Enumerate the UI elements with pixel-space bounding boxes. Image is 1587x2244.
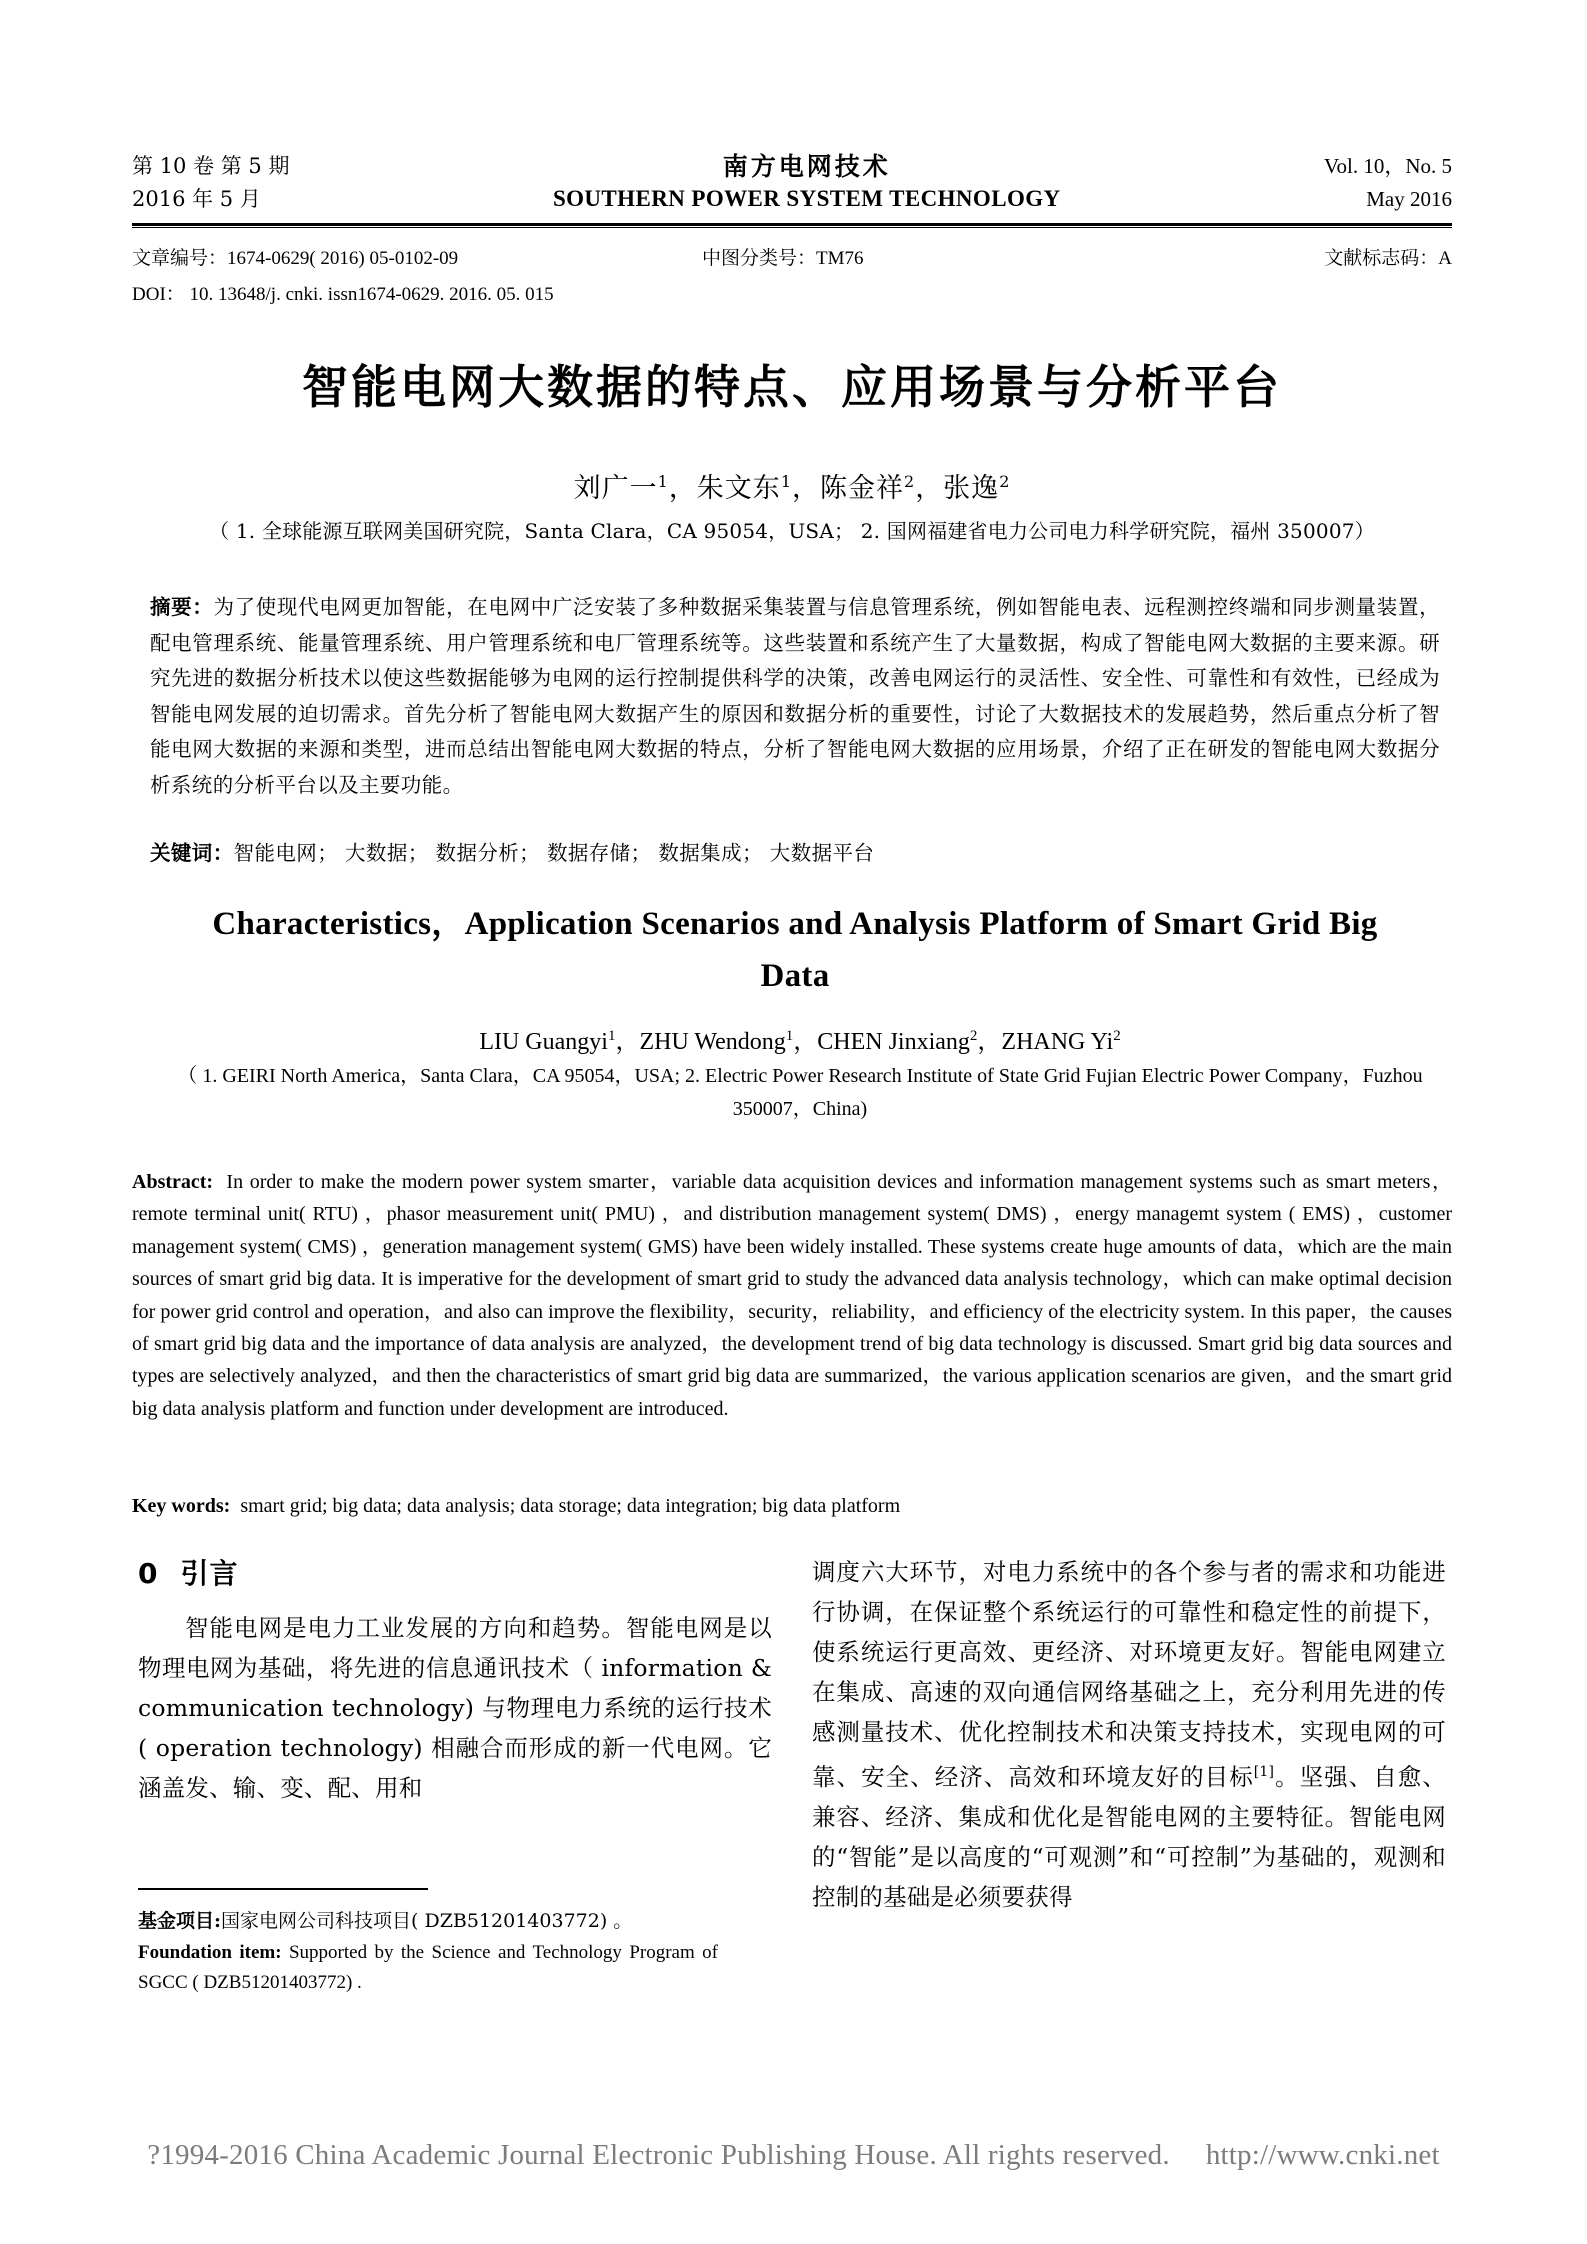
foundation-item-cn-label: 基金项目: bbox=[138, 1910, 222, 1932]
affiliation-en: （ 1. GEIRI North America，Santa Clara，CA 95054，USA; 2. Electric Power Research Institute of State Grid Fujian Electric Power Company，Fuzhou 350007，China) bbox=[177, 1065, 1423, 1120]
article-number-label: 文章编号： bbox=[132, 247, 228, 269]
cnki-copyright: ?1994-2016 China Academic Journal Electronic Publishing House. All rights reserved. bbox=[147, 2139, 1170, 2171]
abstract-en-text: In order to make the modern power system smarter，variable data acquisition devices and information management systems such as smart meters，remote terminal unit( RTU) ，phasor measurement unit( PMU) ，and distribution management system( DMS) ，energy managemt system ( EMS) ，customer management system( CMS) ，generation management system( GMS) have been widely installed. These systems create huge amounts of data，which are the main sources of smart grid big data. It is imperative for the development of smart grid to study the advanced data analysis technology，which can make optimal decision for power grid control and operation，and also can improve the flexibility，security，reliability，and efficiency of the electricity system. In this paper，the causes of smart grid big data and the importance of data analysis are analyzed，the development trend of big data technology is discussed. Smart grid big data sources and types are selectively analyzed，and then the characteristics of smart grid big data are summarized，the various application scenarios are given，and the smart grid big data analysis platform and function under development are introduced. bbox=[132, 1171, 1453, 1420]
authors-en: LIU Guangyi$^1$，ZHU Wendong$^1$，CHEN Jinxiang$^2$，ZHANG Yi$^2$ bbox=[479, 1028, 1121, 1055]
foundation-item-en-text: Supported by the Science and Technology Program of SGCC ( DZB51201403772) . bbox=[138, 1942, 718, 1993]
page-title-cn: 智能电网大数据的特点、应用场景与分析平台 bbox=[302, 360, 1282, 414]
keywords-cn-label: 关键词： bbox=[150, 841, 234, 865]
authors-cn: 刘广一$^1$，朱文东$^1$，陈金祥$^2$，张逸$^2$ bbox=[573, 472, 1011, 504]
cnki-footer bbox=[0, 2135, 1587, 2175]
article-number-value: 1674-0629( 2016) 05-0102-09 bbox=[227, 248, 459, 269]
journal-title-cn: 南方电网技术 bbox=[722, 152, 891, 181]
keywords-cn-text: 智能电网； 大数据； 数据分析； 数据存储； 数据集成； 大数据平台 bbox=[233, 841, 875, 865]
keywords-cn bbox=[150, 836, 1440, 872]
keywords-en bbox=[132, 1490, 1452, 1522]
masthead-volume-cn: 第 10 卷 第 5 期 bbox=[132, 154, 290, 178]
page-title-en: Characteristics，Application Scenarios and Analysis Platform of Smart Grid Big Data bbox=[212, 906, 1378, 994]
journal-title-en: SOUTHERN POWER SYSTEM TECHNOLOGY bbox=[552, 186, 1061, 211]
article-meta bbox=[132, 243, 1452, 310]
abstract-cn bbox=[150, 590, 1440, 803]
abstract-en bbox=[132, 1166, 1452, 1425]
masthead-right bbox=[1324, 150, 1452, 216]
abstract-cn-text: 为了使现代电网更加智能，在电网中广泛安装了多种数据采集装置与信息管理系统，例如智能电表、远程测控终端和同步测量装置，配电管理系统、能量管理系统、用户管理系统和电厂管理系统等。这些装置和系统产生了大量数据，构成了智能电网大数据的主要来源。研究先进的数据分析技术以使这些数据能够为电网的运行控制提供科学的决策，改善电网运行的灵活性、安全性、可靠性和有效性，已经成为智能电网发展的迫切需求。首先分析了智能电网大数据产生的原因和数据分析的重要性，讨论了大数据技术的发展趋势，然后重点分析了智能电网大数据的来源和类型，进而总结出智能电网大数据的特点，分析了智能电网大数据的应用场景，介绍了正在研发的智能电网大数据分析系统的分析平台以及主要功能。 bbox=[150, 595, 1441, 797]
masthead-center bbox=[289, 150, 1324, 215]
article-number bbox=[132, 243, 632, 274]
foundation-item-en-label: Foundation item: bbox=[138, 1942, 282, 1963]
clc-number-label: 中图分类号： bbox=[702, 247, 817, 269]
abstract-cn-label: 摘要： bbox=[150, 595, 214, 619]
document-code-label: 文献标志码： bbox=[1324, 247, 1439, 269]
masthead-left bbox=[132, 150, 289, 216]
masthead-date-cn: 2016 年 5 月 bbox=[132, 187, 261, 211]
section-number: 0 bbox=[138, 1557, 159, 1590]
clc-number-value: TM76 bbox=[816, 248, 864, 269]
foundation-item-en bbox=[138, 1938, 718, 1998]
body-column-right bbox=[812, 1552, 1446, 1917]
keywords-en-label: Key words: bbox=[132, 1495, 231, 1517]
document-code bbox=[1192, 243, 1452, 274]
section-heading bbox=[138, 1552, 772, 1596]
body-column-left bbox=[138, 1552, 772, 1808]
body-paragraph-left: 智能电网是电力工业发展的方向和趋势。智能电网是以物理电网为基础，将先进的信息通讯技术（ information & communication technology) 与物理电力系统的运行技术( operation technology) 相融合而形成的新一代电网。它涵盖发、输、变、配、用和 bbox=[138, 1614, 772, 1802]
section-title: 引言 bbox=[180, 1557, 239, 1590]
foundation-item-cn bbox=[138, 1906, 718, 1936]
footnote-rule bbox=[138, 1888, 428, 1890]
doi-line: DOI： 10. 13648/j. cnki. issn1674-0629. 2016. 05. 015 bbox=[132, 284, 554, 305]
masthead-date-en: May 2016 bbox=[1366, 187, 1452, 211]
affiliation-cn: （ 1. 全球能源互联网美国研究院，Santa Clara，CA 95054，USA； 2. 国网福建省电力公司电力科学研究院，福州 350007） bbox=[209, 519, 1375, 543]
keywords-en-text: smart grid; big data; data analysis; data storage; data integration; big data platform bbox=[240, 1495, 901, 1517]
masthead-rule bbox=[132, 223, 1452, 228]
masthead bbox=[132, 150, 1452, 216]
document-code-value: A bbox=[1438, 248, 1452, 269]
abstract-en-label: Abstract: bbox=[132, 1171, 214, 1193]
cnki-url: http://www.cnki.net bbox=[1205, 2139, 1440, 2171]
foundation-item-cn-text: 国家电网公司科技项目( DZB51201403772) 。 bbox=[221, 1910, 633, 1932]
masthead-volume-en: Vol. 10，No. 5 bbox=[1324, 154, 1452, 178]
body-paragraph-right: 调度六大环节，对电力系统中的各个参与者的需求和功能进行协调，在保证整个系统运行的可靠性和稳定性的前提下，使系统运行更高效、更经济、对环境更友好。智能电网建立在集成、高速的双向通信网络基础之上，充分利用先进的传感测量技术、优化控制技术和决策支持技术，实现电网的可靠、安全、经济、高效和环境友好的目标[1]。坚强、自愈、兼容、经济、集成和优化是智能电网的主要特征。智能电网的“智能”是以高度的“可观测”和“可控制”为基础的，观测和控制的基础是必须要获得 bbox=[812, 1558, 1446, 1911]
footnote-block bbox=[138, 1888, 718, 1998]
clc-number bbox=[702, 243, 1122, 274]
